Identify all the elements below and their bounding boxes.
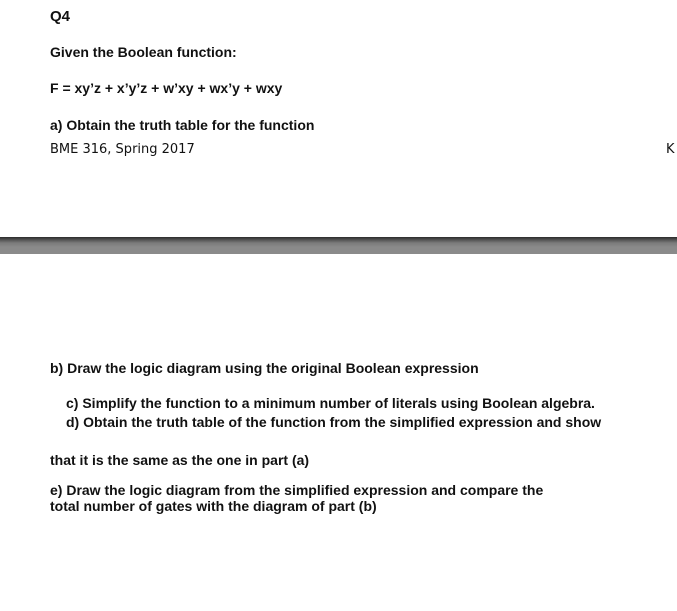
- course-footer: BME 316, Spring 2017: [50, 142, 195, 157]
- part-e-line2: total number of gates with the diagram of part (b): [50, 498, 377, 514]
- footer-right-cut: K: [666, 142, 675, 157]
- boolean-function: F = xy’z + x’y’z + w’xy + wx’y + wxy: [50, 80, 283, 96]
- question-number: Q4: [50, 8, 71, 25]
- question-intro: Given the Boolean function:: [50, 44, 237, 60]
- part-e-line1: e) Draw the logic diagram from the simplified expression and compare the: [50, 482, 544, 498]
- part-d-text: d) Obtain the truth table of the function from the simplified expression and show: [66, 414, 602, 430]
- part-a-text: a) Obtain the truth table for the function: [50, 117, 315, 133]
- part-b-text: b) Draw the logic diagram using the original Boolean expression: [50, 360, 479, 376]
- part-d-continuation: that it is the same as the one in part (a): [50, 452, 310, 468]
- part-c-text: c) Simplify the function to a minimum number of literals using Boolean algebra.: [66, 395, 595, 411]
- page-divider: [0, 237, 677, 254]
